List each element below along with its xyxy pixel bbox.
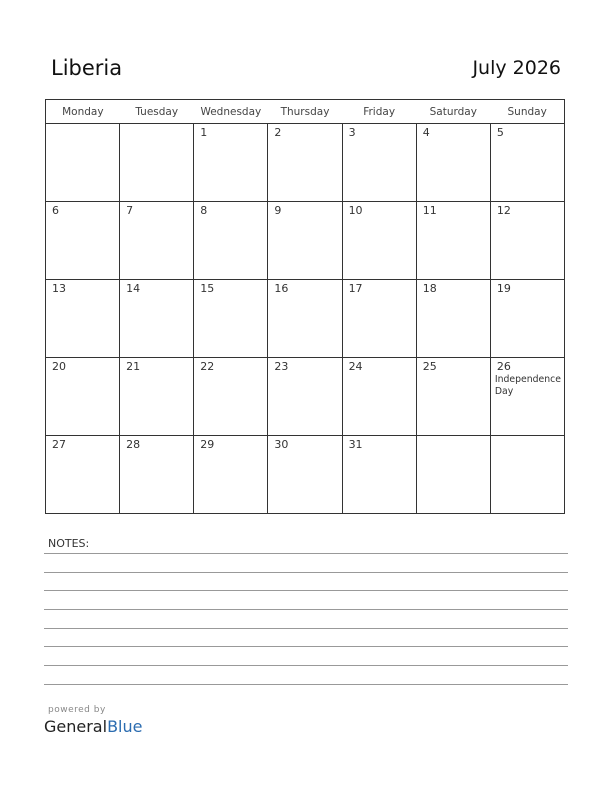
day-number: 24: [348, 360, 363, 373]
weekday-saturday: Saturday: [416, 100, 490, 124]
day-number: 25: [422, 360, 437, 373]
day-number: 19: [496, 282, 511, 295]
day-number: 3: [348, 126, 356, 139]
day-number: 17: [348, 282, 363, 295]
day-cell: [490, 124, 564, 202]
day-number: 2: [274, 126, 282, 139]
day-cell: [268, 436, 342, 514]
holiday-label: Independence Day: [494, 374, 561, 397]
day-cell: [194, 436, 268, 514]
day-cell: [268, 202, 342, 280]
day-cell: [342, 436, 416, 514]
week-row: [46, 358, 565, 436]
day-number: 12: [496, 204, 511, 217]
week-row: [46, 202, 565, 280]
country-title: Liberia: [51, 56, 123, 80]
brand-general: General: [44, 717, 108, 736]
day-number: 18: [422, 282, 437, 295]
day-number: 31: [348, 438, 363, 451]
powered-by-text: powered by: [48, 705, 106, 715]
day-number: 4: [422, 126, 430, 139]
day-number: 11: [422, 204, 437, 217]
notes-line: [44, 609, 568, 610]
day-cell: [46, 436, 120, 514]
day-number: 23: [274, 360, 289, 373]
weekday-friday: Friday: [342, 100, 416, 124]
day-cell: [342, 358, 416, 436]
day-number: 8: [200, 204, 208, 217]
calendar-body: [46, 124, 565, 514]
day-cell: [46, 280, 120, 358]
brand-blue: Blue: [107, 717, 143, 736]
day-cell: [194, 124, 268, 202]
notes-line: [44, 572, 568, 573]
day-number: 15: [200, 282, 215, 295]
weekday-sunday: Sunday: [490, 100, 564, 124]
notes-line: [44, 684, 568, 685]
day-cell: [120, 202, 194, 280]
day-number: 1: [200, 126, 208, 139]
day-number: 9: [274, 204, 282, 217]
calendar-grid: [45, 99, 565, 514]
day-cell: [416, 280, 490, 358]
notes-label: NOTES:: [48, 537, 90, 550]
day-cell: [120, 280, 194, 358]
day-cell: [342, 280, 416, 358]
day-cell: [194, 280, 268, 358]
notes-line: [44, 646, 568, 647]
day-number: 5: [496, 126, 504, 139]
notes-line: [44, 553, 568, 554]
day-number: 28: [126, 438, 141, 451]
week-row: [46, 436, 565, 514]
day-cell: [120, 436, 194, 514]
day-cell: [120, 124, 194, 202]
month-year-title: July 2026: [472, 57, 561, 79]
weekday-thursday: Thursday: [268, 100, 342, 124]
week-row: [46, 124, 565, 202]
notes-line: [44, 590, 568, 591]
day-number: 16: [274, 282, 289, 295]
weekday-header-row: [46, 100, 565, 124]
day-number: 20: [52, 360, 66, 373]
day-cell: [416, 358, 490, 436]
day-cell: [342, 124, 416, 202]
day-number: 26: [496, 360, 511, 373]
day-cell: [490, 436, 564, 514]
day-number: 10: [348, 204, 363, 217]
weekday-wednesday: Wednesday: [194, 100, 268, 124]
day-number: 29: [200, 438, 215, 451]
day-number: 13: [52, 282, 66, 295]
day-cell: [194, 202, 268, 280]
day-cell: [416, 202, 490, 280]
day-number: 14: [126, 282, 141, 295]
day-cell: [416, 124, 490, 202]
day-cell: [490, 358, 564, 436]
day-number: 22: [200, 360, 215, 373]
day-cell: [268, 124, 342, 202]
day-cell: [342, 202, 416, 280]
day-number: 6: [52, 204, 59, 217]
day-cell: [490, 280, 564, 358]
day-cell: [120, 358, 194, 436]
day-cell: [268, 280, 342, 358]
day-cell: [416, 436, 490, 514]
day-number: 30: [274, 438, 289, 451]
week-row: [46, 280, 565, 358]
day-cell: [46, 202, 120, 280]
day-cell: [268, 358, 342, 436]
notes-line: [44, 628, 568, 629]
day-number: 7: [126, 204, 134, 217]
weekday-tuesday: Tuesday: [120, 100, 194, 124]
notes-line: [44, 665, 568, 666]
day-cell: [46, 358, 120, 436]
brand-logo: [44, 717, 142, 736]
weekday-monday: Monday: [46, 100, 120, 124]
day-cell: [194, 358, 268, 436]
day-number: 21: [126, 360, 141, 373]
day-number: 27: [52, 438, 66, 451]
day-cell: [46, 124, 120, 202]
day-cell: [490, 202, 564, 280]
